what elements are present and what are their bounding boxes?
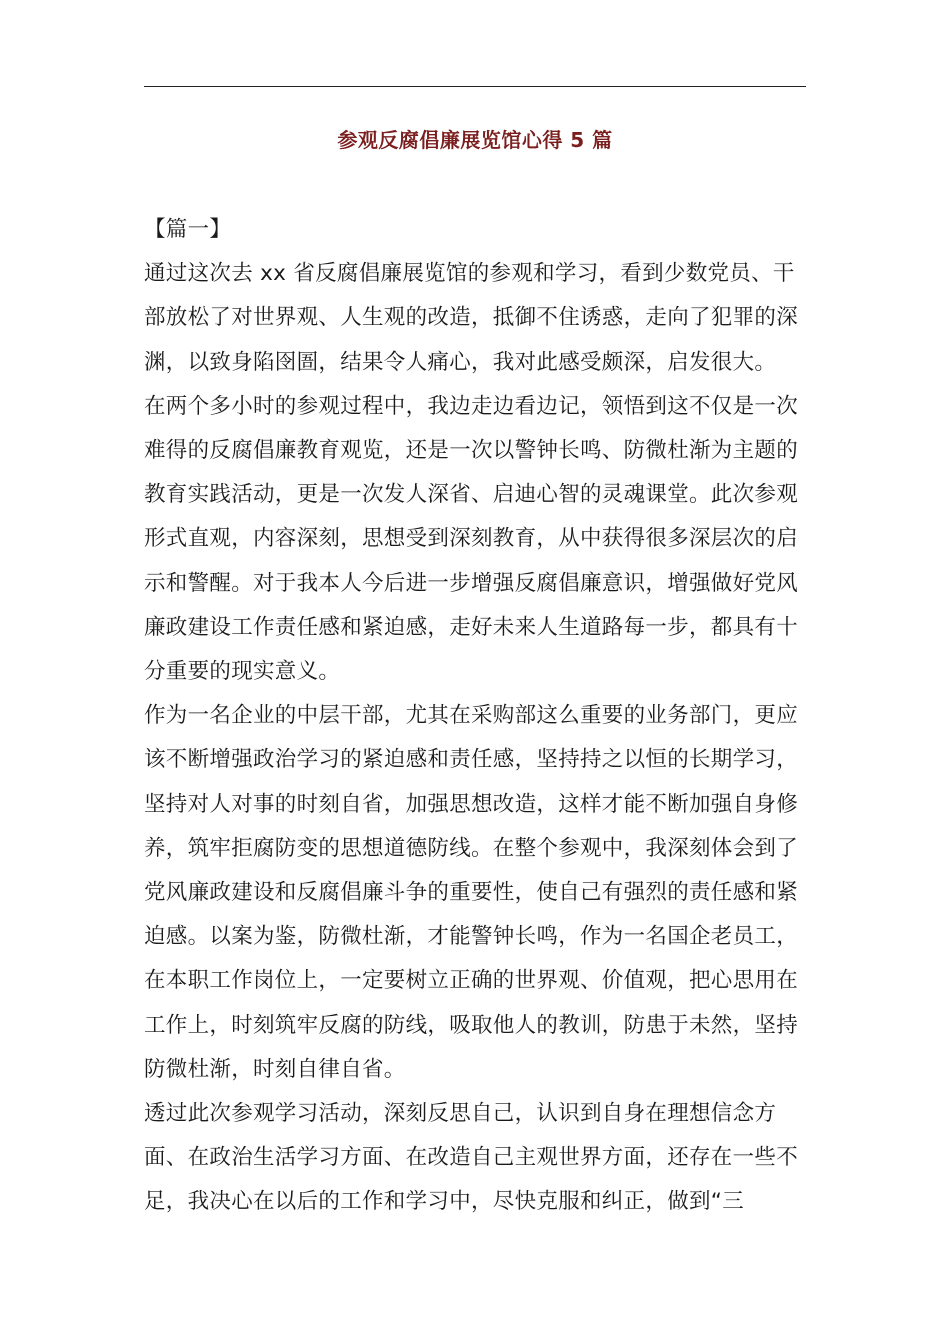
header-divider: [144, 86, 806, 87]
paragraph: 透过此次参观学习活动，深刻反思自己，认识到自身在理想信念方面、在政治生活学习方面、在改造自己主观世界方面，还存在一些不足，我决心在以后的工作和学习中，尽快克服和纠正，做到“三: [144, 1101, 799, 1215]
document-body: [144, 208, 812, 1225]
paragraph: 通过这次去 xx 省反腐倡廉展览馆的参观和学习，看到少数党员、干部放松了对世界观、人生观的改造，抵御不住诱惑，走向了犯罪的深渊，以致身陷囹圄，结果令人痛心，我对此感受颇深，启发很大。: [144, 261, 799, 375]
paragraph: 作为一名企业的中层干部，尤其在采购部这么重要的业务部门，更应该不断增强政治学习的紧迫感和责任感，坚持持之以恒的长期学习，坚持对人对事的时刻自省，加强思想改造，这样才能不断加强自身修养，筑牢拒腐防变的思想道德防线。在整个参观中，我深刻体会到了党风廉政建设和反腐倡廉斗争的重要性，使自己有强烈的责任感和紧迫感。以案为鉴，防微杜渐，才能警钟长鸣，作为一名国企老员工，在本职工作岗位上，一定要树立正确的世界观、价值观，把心思用在工作上，时刻筑牢反腐的防线，吸取他人的教训，防患于未然，坚持防微杜渐，时刻自律自省。: [144, 703, 799, 1082]
paragraph: 在两个多小时的参观过程中，我边走边看边记，领悟到这不仅是一次难得的反腐倡廉教育观览，还是一次以警钟长鸣、防微杜渐为主题的教育实践活动，更是一次发人深省、启迪心智的灵魂课堂。此次参观形式直观，内容深刻，思想受到深刻教育，从中获得很多深层次的启示和警醒。对于我本人今后进一步增强反腐倡廉意识，增强做好党风廉政建设工作责任感和紧迫感，走好未来人生道路每一步，都具有十分重要的现实意义。: [144, 393, 799, 685]
document-title: 参观反腐倡廉展览馆心得 5 篇: [337, 128, 613, 152]
section-heading: 【篇一】: [144, 217, 232, 242]
